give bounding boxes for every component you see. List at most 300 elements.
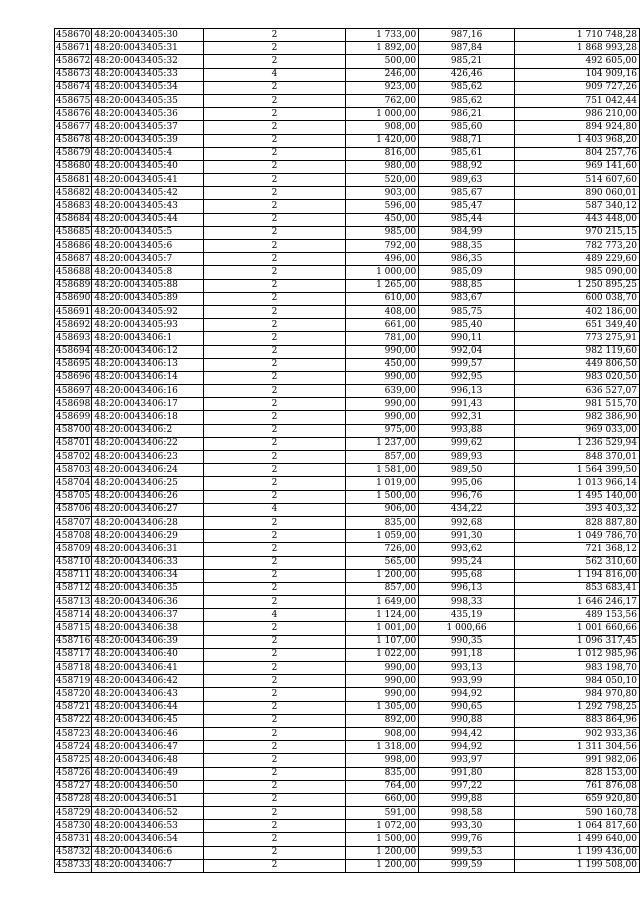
table-row xyxy=(55,833,640,846)
cadastral-number-cell: 48:20:0043405:32 xyxy=(92,55,204,68)
cadastral-number-cell: 48:20:0043406:51 xyxy=(92,793,204,806)
row-number-cell: 458733 xyxy=(55,859,92,872)
cadastral-number-cell: 48:20:0043405:30 xyxy=(92,29,204,42)
unit-rate-cell: 985,47 xyxy=(419,200,515,213)
cadastral-value-cell: 492 605,00 xyxy=(514,55,639,68)
row-number-cell: 458702 xyxy=(55,451,92,464)
cadastral-value-cell: 590 160,78 xyxy=(514,807,639,820)
table-row xyxy=(55,345,640,358)
row-number-cell: 458689 xyxy=(55,279,92,292)
table-row xyxy=(55,94,640,107)
cadastral-number-cell: 48:20:0043406:27 xyxy=(92,503,204,516)
area-value-cell: 1 265,00 xyxy=(345,279,419,292)
unit-rate-cell: 989,50 xyxy=(419,464,515,477)
table-row xyxy=(55,503,640,516)
cadastral-number-cell: 48:20:0043406:34 xyxy=(92,569,204,582)
unit-rate-cell: 988,92 xyxy=(419,160,515,173)
row-number-cell: 458712 xyxy=(55,582,92,595)
unit-rate-cell: 993,30 xyxy=(419,820,515,833)
category-code-cell: 2 xyxy=(204,437,345,450)
table-row xyxy=(55,688,640,701)
table-row xyxy=(55,226,640,239)
category-code-cell: 2 xyxy=(204,846,345,859)
cadastral-number-cell: 48:20:0043406:17 xyxy=(92,398,204,411)
unit-rate-cell: 993,97 xyxy=(419,754,515,767)
category-code-cell: 4 xyxy=(204,609,345,622)
unit-rate-cell: 991,30 xyxy=(419,530,515,543)
area-value-cell: 450,00 xyxy=(345,213,419,226)
cadastral-number-cell: 48:20:0043405:35 xyxy=(92,94,204,107)
area-value-cell: 908,00 xyxy=(345,121,419,134)
cadastral-number-cell: 48:20:0043406:18 xyxy=(92,411,204,424)
row-number-cell: 458699 xyxy=(55,411,92,424)
row-number-cell: 458690 xyxy=(55,292,92,305)
cadastral-value-cell: 1 495 140,00 xyxy=(514,490,639,503)
table-row xyxy=(55,569,640,582)
table-row xyxy=(55,780,640,793)
area-value-cell: 892,00 xyxy=(345,714,419,727)
area-value-cell: 1 237,00 xyxy=(345,437,419,450)
cadastral-value-cell: 1 710 748,28 xyxy=(514,29,639,42)
row-number-cell: 458726 xyxy=(55,767,92,780)
area-value-cell: 923,00 xyxy=(345,81,419,94)
table-body xyxy=(55,29,640,873)
cadastral-number-cell: 48:20:0043406:53 xyxy=(92,820,204,833)
row-number-cell: 458720 xyxy=(55,688,92,701)
category-code-cell: 2 xyxy=(204,266,345,279)
area-value-cell: 450,00 xyxy=(345,358,419,371)
cadastral-value-cell: 443 448,00 xyxy=(514,213,639,226)
category-code-cell: 2 xyxy=(204,55,345,68)
category-code-cell: 4 xyxy=(204,68,345,81)
unit-rate-cell: 983,67 xyxy=(419,292,515,305)
row-number-cell: 458722 xyxy=(55,714,92,727)
category-code-cell: 2 xyxy=(204,213,345,226)
table-row xyxy=(55,741,640,754)
row-number-cell: 458688 xyxy=(55,266,92,279)
table-row xyxy=(55,582,640,595)
unit-rate-cell: 989,93 xyxy=(419,451,515,464)
table-row xyxy=(55,727,640,740)
row-number-cell: 458703 xyxy=(55,464,92,477)
row-number-cell: 458678 xyxy=(55,134,92,147)
area-value-cell: 1 649,00 xyxy=(345,596,419,609)
row-number-cell: 458719 xyxy=(55,675,92,688)
unit-rate-cell: 985,62 xyxy=(419,81,515,94)
unit-rate-cell: 994,92 xyxy=(419,688,515,701)
category-code-cell: 2 xyxy=(204,741,345,754)
cadastral-number-cell: 48:20:0043406:39 xyxy=(92,635,204,648)
row-number-cell: 458731 xyxy=(55,833,92,846)
cadastral-value-cell: 984 970,80 xyxy=(514,688,639,701)
category-code-cell: 2 xyxy=(204,635,345,648)
unit-rate-cell: 991,18 xyxy=(419,648,515,661)
table-row xyxy=(55,662,640,675)
category-code-cell: 2 xyxy=(204,226,345,239)
cadastral-value-cell: 773 275,91 xyxy=(514,332,639,345)
row-number-cell: 458696 xyxy=(55,371,92,384)
category-code-cell: 2 xyxy=(204,516,345,529)
unit-rate-cell: 992,95 xyxy=(419,371,515,384)
row-number-cell: 458717 xyxy=(55,648,92,661)
cadastral-value-cell: 981 515,70 xyxy=(514,398,639,411)
cadastral-number-cell: 48:20:0043405:89 xyxy=(92,292,204,305)
cadastral-value-cell: 984 050,10 xyxy=(514,675,639,688)
cadastral-value-cell: 894 924,80 xyxy=(514,121,639,134)
unit-rate-cell: 1 000,66 xyxy=(419,622,515,635)
cadastral-number-cell: 48:20:0043406:52 xyxy=(92,807,204,820)
category-code-cell: 2 xyxy=(204,556,345,569)
row-number-cell: 458728 xyxy=(55,793,92,806)
cadastral-value-cell: 1 311 304,56 xyxy=(514,741,639,754)
table-row xyxy=(55,622,640,635)
area-value-cell: 857,00 xyxy=(345,451,419,464)
unit-rate-cell: 985,61 xyxy=(419,147,515,160)
table-row xyxy=(55,424,640,437)
row-number-cell: 458710 xyxy=(55,556,92,569)
row-number-cell: 458725 xyxy=(55,754,92,767)
cadastral-number-cell: 48:20:0043406:47 xyxy=(92,741,204,754)
cadastral-value-cell: 848 370,01 xyxy=(514,451,639,464)
cadastral-value-cell: 902 933,36 xyxy=(514,727,639,740)
unit-rate-cell: 995,24 xyxy=(419,556,515,569)
cadastral-number-cell: 48:20:0043405:8 xyxy=(92,266,204,279)
table-row xyxy=(55,820,640,833)
area-value-cell: 565,00 xyxy=(345,556,419,569)
cadastral-number-cell: 48:20:0043405:41 xyxy=(92,174,204,187)
table-row xyxy=(55,279,640,292)
unit-rate-cell: 990,88 xyxy=(419,714,515,727)
cadastral-number-cell: 48:20:0043406:46 xyxy=(92,727,204,740)
cadastral-number-cell: 48:20:0043405:36 xyxy=(92,108,204,121)
row-number-cell: 458676 xyxy=(55,108,92,121)
cadastral-value-cell: 1 049 786,70 xyxy=(514,530,639,543)
cadastral-value-cell: 1 199 508,00 xyxy=(514,859,639,872)
cadastral-number-cell: 48:20:0043405:7 xyxy=(92,253,204,266)
category-code-cell: 2 xyxy=(204,833,345,846)
area-value-cell: 1 500,00 xyxy=(345,490,419,503)
unit-rate-cell: 987,16 xyxy=(419,29,515,42)
cadastral-number-cell: 48:20:0043405:31 xyxy=(92,42,204,55)
cadastral-number-cell: 48:20:0043406:36 xyxy=(92,596,204,609)
cadastral-number-cell: 48:20:0043405:92 xyxy=(92,305,204,318)
cadastral-number-cell: 48:20:0043405:5 xyxy=(92,226,204,239)
cadastral-value-cell: 562 310,60 xyxy=(514,556,639,569)
area-value-cell: 661,00 xyxy=(345,319,419,332)
cadastral-number-cell: 48:20:0043406:38 xyxy=(92,622,204,635)
table-row xyxy=(55,464,640,477)
row-number-cell: 458686 xyxy=(55,240,92,253)
cadastral-value-cell: 983 020,50 xyxy=(514,371,639,384)
cadastral-number-cell: 48:20:0043406:16 xyxy=(92,385,204,398)
area-value-cell: 857,00 xyxy=(345,582,419,595)
area-value-cell: 990,00 xyxy=(345,411,419,424)
cadastral-number-cell: 48:20:0043406:37 xyxy=(92,609,204,622)
category-code-cell: 2 xyxy=(204,108,345,121)
area-value-cell: 990,00 xyxy=(345,662,419,675)
cadastral-value-cell: 402 186,00 xyxy=(514,305,639,318)
cadastral-number-cell: 48:20:0043406:23 xyxy=(92,451,204,464)
cadastral-value-cell: 1 292 798,25 xyxy=(514,701,639,714)
cadastral-number-cell: 48:20:0043406:41 xyxy=(92,662,204,675)
row-number-cell: 458707 xyxy=(55,516,92,529)
unit-rate-cell: 985,21 xyxy=(419,55,515,68)
cadastral-number-cell: 48:20:0043406:22 xyxy=(92,437,204,450)
unit-rate-cell: 990,35 xyxy=(419,635,515,648)
cadastral-value-cell: 1 064 817,60 xyxy=(514,820,639,833)
cadastral-number-cell: 48:20:0043406:35 xyxy=(92,582,204,595)
cadastral-value-cell: 1 646 246,17 xyxy=(514,596,639,609)
row-number-cell: 458687 xyxy=(55,253,92,266)
table-row xyxy=(55,385,640,398)
area-value-cell: 1 107,00 xyxy=(345,635,419,648)
unit-rate-cell: 990,11 xyxy=(419,332,515,345)
table-row xyxy=(55,477,640,490)
cadastral-value-cell: 600 038,70 xyxy=(514,292,639,305)
cadastral-value-cell: 909 727,26 xyxy=(514,81,639,94)
unit-rate-cell: 999,57 xyxy=(419,358,515,371)
category-code-cell: 2 xyxy=(204,530,345,543)
row-number-cell: 458715 xyxy=(55,622,92,635)
category-code-cell: 2 xyxy=(204,543,345,556)
unit-rate-cell: 996,13 xyxy=(419,385,515,398)
category-code-cell: 2 xyxy=(204,780,345,793)
unit-rate-cell: 992,31 xyxy=(419,411,515,424)
category-code-cell: 2 xyxy=(204,767,345,780)
area-value-cell: 835,00 xyxy=(345,767,419,780)
cadastral-number-cell: 48:20:0043405:44 xyxy=(92,213,204,226)
cadastral-number-cell: 48:20:0043406:1 xyxy=(92,332,204,345)
table-row xyxy=(55,371,640,384)
cadastral-value-cell: 982 119,60 xyxy=(514,345,639,358)
area-value-cell: 990,00 xyxy=(345,675,419,688)
area-value-cell: 1 019,00 xyxy=(345,477,419,490)
row-number-cell: 458682 xyxy=(55,187,92,200)
area-value-cell: 520,00 xyxy=(345,174,419,187)
category-code-cell: 2 xyxy=(204,569,345,582)
row-number-cell: 458704 xyxy=(55,477,92,490)
category-code-cell: 2 xyxy=(204,121,345,134)
unit-rate-cell: 986,21 xyxy=(419,108,515,121)
category-code-cell: 2 xyxy=(204,147,345,160)
cadastral-number-cell: 48:20:0043405:33 xyxy=(92,68,204,81)
cadastral-value-cell: 1 564 399,50 xyxy=(514,464,639,477)
cadastral-number-cell: 48:20:0043406:50 xyxy=(92,780,204,793)
unit-rate-cell: 999,53 xyxy=(419,846,515,859)
category-code-cell: 2 xyxy=(204,754,345,767)
area-value-cell: 990,00 xyxy=(345,688,419,701)
category-code-cell: 2 xyxy=(204,319,345,332)
table-row xyxy=(55,398,640,411)
unit-rate-cell: 988,71 xyxy=(419,134,515,147)
row-number-cell: 458672 xyxy=(55,55,92,68)
cadastral-value-cell: 1 403 968,20 xyxy=(514,134,639,147)
cadastral-value-cell: 1 194 816,00 xyxy=(514,569,639,582)
area-value-cell: 660,00 xyxy=(345,793,419,806)
category-code-cell: 2 xyxy=(204,345,345,358)
table-row xyxy=(55,160,640,173)
row-number-cell: 458674 xyxy=(55,81,92,94)
cadastral-value-cell: 1 096 317,45 xyxy=(514,635,639,648)
row-number-cell: 458723 xyxy=(55,727,92,740)
category-code-cell: 2 xyxy=(204,385,345,398)
cadastral-value-cell: 659 920,80 xyxy=(514,793,639,806)
cadastral-number-cell: 48:20:0043405:37 xyxy=(92,121,204,134)
cadastral-value-cell: 489 153,56 xyxy=(514,609,639,622)
category-code-cell: 2 xyxy=(204,675,345,688)
unit-rate-cell: 985,62 xyxy=(419,94,515,107)
area-value-cell: 1 072,00 xyxy=(345,820,419,833)
table-row xyxy=(55,121,640,134)
unit-rate-cell: 990,65 xyxy=(419,701,515,714)
row-number-cell: 458692 xyxy=(55,319,92,332)
unit-rate-cell: 985,67 xyxy=(419,187,515,200)
area-value-cell: 762,00 xyxy=(345,94,419,107)
cadastral-value-cell: 985 090,00 xyxy=(514,266,639,279)
category-code-cell: 2 xyxy=(204,793,345,806)
cadastral-value-cell: 853 683,41 xyxy=(514,582,639,595)
area-value-cell: 496,00 xyxy=(345,253,419,266)
table-row xyxy=(55,292,640,305)
cadastral-number-cell: 48:20:0043406:48 xyxy=(92,754,204,767)
area-value-cell: 1 892,00 xyxy=(345,42,419,55)
category-code-cell: 2 xyxy=(204,398,345,411)
table-row xyxy=(55,635,640,648)
cadastral-value-cell: 1 199 436,00 xyxy=(514,846,639,859)
cadastral-value-cell: 1 001 660,66 xyxy=(514,622,639,635)
cadastral-number-cell: 48:20:0043406:49 xyxy=(92,767,204,780)
unit-rate-cell: 999,76 xyxy=(419,833,515,846)
cadastral-number-cell: 48:20:0043406:33 xyxy=(92,556,204,569)
unit-rate-cell: 986,35 xyxy=(419,253,515,266)
row-number-cell: 458701 xyxy=(55,437,92,450)
cadastral-value-cell: 1 250 895,25 xyxy=(514,279,639,292)
row-number-cell: 458685 xyxy=(55,226,92,239)
area-value-cell: 500,00 xyxy=(345,55,419,68)
area-value-cell: 408,00 xyxy=(345,305,419,318)
cadastral-number-cell: 48:20:0043405:40 xyxy=(92,160,204,173)
area-value-cell: 1 022,00 xyxy=(345,648,419,661)
area-value-cell: 990,00 xyxy=(345,398,419,411)
area-value-cell: 1 200,00 xyxy=(345,859,419,872)
cadastral-value-cell: 104 909,16 xyxy=(514,68,639,81)
area-value-cell: 1 305,00 xyxy=(345,701,419,714)
row-number-cell: 458679 xyxy=(55,147,92,160)
table-row xyxy=(55,253,640,266)
row-number-cell: 458713 xyxy=(55,596,92,609)
row-number-cell: 458677 xyxy=(55,121,92,134)
cadastral-number-cell: 48:20:0043405:88 xyxy=(92,279,204,292)
cadastral-number-cell: 48:20:0043406:13 xyxy=(92,358,204,371)
unit-rate-cell: 997,22 xyxy=(419,780,515,793)
row-number-cell: 458732 xyxy=(55,846,92,859)
row-number-cell: 458697 xyxy=(55,385,92,398)
area-value-cell: 835,00 xyxy=(345,516,419,529)
unit-rate-cell: 984,99 xyxy=(419,226,515,239)
unit-rate-cell: 993,88 xyxy=(419,424,515,437)
category-code-cell: 2 xyxy=(204,134,345,147)
unit-rate-cell: 993,62 xyxy=(419,543,515,556)
category-code-cell: 2 xyxy=(204,240,345,253)
area-value-cell: 1 200,00 xyxy=(345,569,419,582)
cadastral-number-cell: 48:20:0043405:42 xyxy=(92,187,204,200)
row-number-cell: 458724 xyxy=(55,741,92,754)
area-value-cell: 764,00 xyxy=(345,780,419,793)
category-code-cell: 2 xyxy=(204,807,345,820)
category-code-cell: 2 xyxy=(204,424,345,437)
row-number-cell: 458729 xyxy=(55,807,92,820)
table-row xyxy=(55,200,640,213)
table-row xyxy=(55,305,640,318)
unit-rate-cell: 426,46 xyxy=(419,68,515,81)
cadastral-number-cell: 48:20:0043405:4 xyxy=(92,147,204,160)
category-code-cell: 2 xyxy=(204,820,345,833)
area-value-cell: 908,00 xyxy=(345,727,419,740)
cadastral-number-cell: 48:20:0043405:6 xyxy=(92,240,204,253)
row-number-cell: 458681 xyxy=(55,174,92,187)
table-row xyxy=(55,807,640,820)
cadastral-value-cell: 1 868 993,28 xyxy=(514,42,639,55)
cadastral-value-cell: 1 012 985,96 xyxy=(514,648,639,661)
table-row xyxy=(55,42,640,55)
category-code-cell: 2 xyxy=(204,332,345,345)
area-value-cell: 726,00 xyxy=(345,543,419,556)
area-value-cell: 903,00 xyxy=(345,187,419,200)
cadastral-value-cell: 828 887,80 xyxy=(514,516,639,529)
table-row xyxy=(55,437,640,450)
category-code-cell: 2 xyxy=(204,701,345,714)
row-number-cell: 458727 xyxy=(55,780,92,793)
table-row xyxy=(55,332,640,345)
table-row xyxy=(55,714,640,727)
row-number-cell: 458706 xyxy=(55,503,92,516)
cadastral-value-cell: 1 236 529,94 xyxy=(514,437,639,450)
area-value-cell: 990,00 xyxy=(345,345,419,358)
unit-rate-cell: 998,58 xyxy=(419,807,515,820)
category-code-cell: 2 xyxy=(204,451,345,464)
area-value-cell: 792,00 xyxy=(345,240,419,253)
cadastral-number-cell: 48:20:0043406:24 xyxy=(92,464,204,477)
cadastral-number-cell: 48:20:0043406:45 xyxy=(92,714,204,727)
cadastral-number-cell: 48:20:0043406:14 xyxy=(92,371,204,384)
area-value-cell: 1 581,00 xyxy=(345,464,419,477)
cadastral-number-cell: 48:20:0043405:34 xyxy=(92,81,204,94)
area-value-cell: 980,00 xyxy=(345,160,419,173)
table-row xyxy=(55,81,640,94)
table-row xyxy=(55,134,640,147)
cadastral-number-cell: 48:20:0043405:39 xyxy=(92,134,204,147)
table-row xyxy=(55,147,640,160)
table-row xyxy=(55,411,640,424)
cadastral-number-cell: 48:20:0043406:25 xyxy=(92,477,204,490)
unit-rate-cell: 999,59 xyxy=(419,859,515,872)
area-value-cell: 246,00 xyxy=(345,68,419,81)
table-row xyxy=(55,358,640,371)
cadastral-value-cell: 828 153,00 xyxy=(514,767,639,780)
cadastral-value-cell: 969 033,00 xyxy=(514,424,639,437)
cadastral-value-cell: 587 340,12 xyxy=(514,200,639,213)
unit-rate-cell: 995,06 xyxy=(419,477,515,490)
table-row xyxy=(55,29,640,42)
cadastral-value-cell: 982 386,90 xyxy=(514,411,639,424)
unit-rate-cell: 985,60 xyxy=(419,121,515,134)
cadastral-value-cell: 970 215,15 xyxy=(514,226,639,239)
category-code-cell: 2 xyxy=(204,160,345,173)
unit-rate-cell: 985,44 xyxy=(419,213,515,226)
cadastral-value-cell: 721 368,12 xyxy=(514,543,639,556)
category-code-cell: 2 xyxy=(204,727,345,740)
row-number-cell: 458716 xyxy=(55,635,92,648)
